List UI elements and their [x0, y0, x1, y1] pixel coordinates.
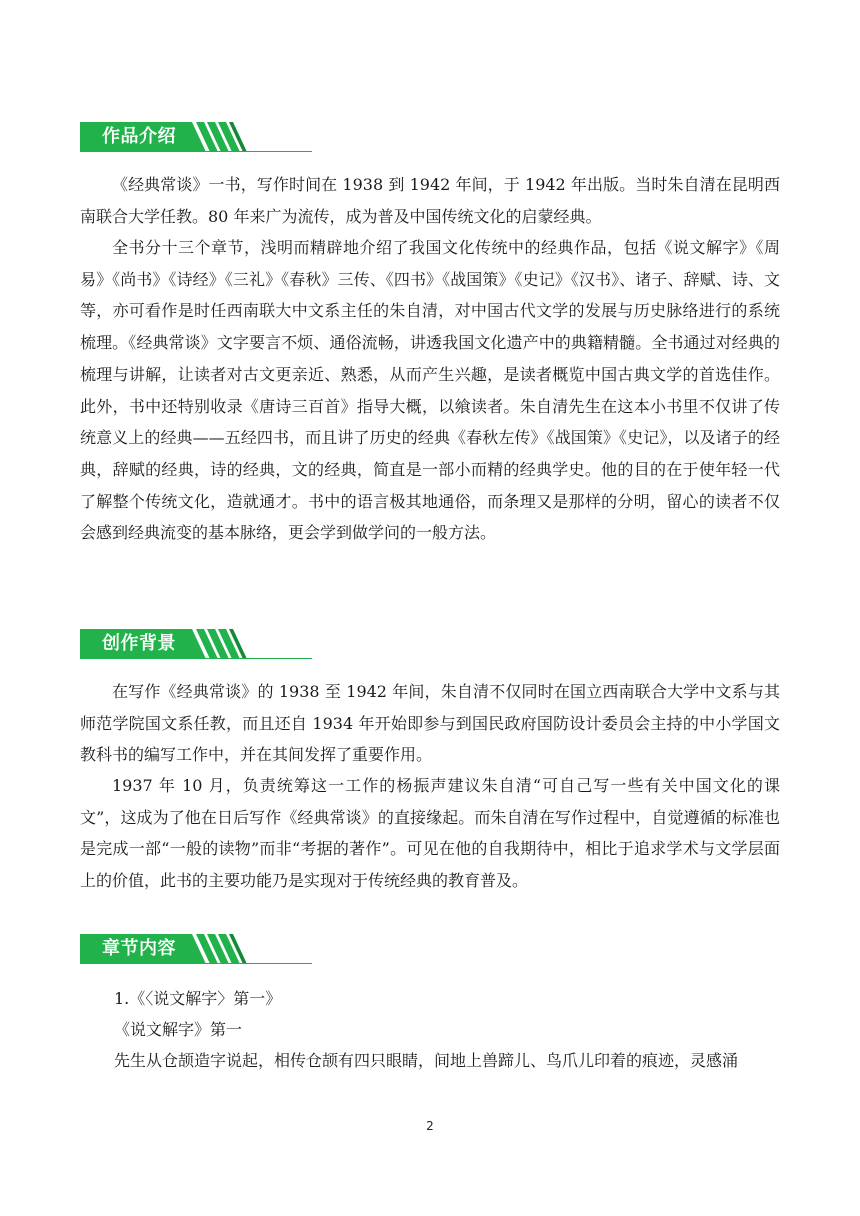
chapter-subtitle: 《说文解字》第一 [114, 1020, 243, 1039]
section-title: 创作背景 [102, 633, 176, 654]
section-header-chapters [80, 934, 312, 964]
intro-paragraph-2: 全书分十三个章节，浅明而精辟地介绍了我国文化传统中的经典作品，包括《说文解字》《周易》《尚书》《诗经》《三礼》《春秋》三传、《四书》《战国策》《史记》《汉书》、诸子、辞赋、诗、文等，亦可看作是时任西南联大中文系主任的朱自清，对中国古代文学的发展与历史脉络进行的系统梳理。《经典常谈》文字要言不烦、通俗流畅，讲透我国文化遗产中的典籍精髓。全书通过对经典的梳理与讲解，让读者对古文更亲近、熟悉，从而产生兴趣，是读者概览中国古典文学的首选佳作。此外，书中还特别收录《唐诗三百首》指导大概，以飨读者。朱自清先生在这本小书里不仅讲了传统意义上的经典——五经四书，而且讲了历史的经典《春秋左传》《战国策》《史记》，以及诸子的经典，辞赋的经典，诗的经典，文的经典，简直是一部小而精的经典学史。他的目的在于使年轻一代了解整个传统文化，造就通才。书中的语言极其地通俗，而条理又是那样的分明，留心的读者不仅会感到经典流变的基本脉络，更会学到做学问的一般方法。 [80, 238, 780, 543]
section-title: 作品介绍 [102, 126, 176, 147]
chapter-heading: 1.《〈说文解字〉第一》 [114, 989, 282, 1008]
page-number: 2 [426, 1119, 434, 1133]
section-header-background [80, 629, 312, 659]
background-paragraph-2: 1937 年 10 月，负责统筹这一工作的杨振声建议朱自清“可自己写一些有关中国文化的课文”，这成为了他在日后写作《经典常谈》的直接缘起。而朱自清在写作过程中，自觉遵循的标准也是完成一部“一般的读物”而非“考据的著作”。可见在他的自我期待中，相比于追求学术与文学层面上的价值，此书的主要功能乃是实现对于传统经典的教育普及。 [80, 776, 780, 891]
section-header-intro [80, 122, 312, 152]
background-paragraph-1: 在写作《经典常谈》的 1938 至 1942 年间，朱自清不仅同时在国立西南联合大学中文系与其师范学院国文系任教，而且还自 1934 年开始即参与到国民政府国防设计委员会主持的中小学国文教科书的编写工作中，并在其间发挥了重要作用。 [80, 682, 780, 765]
intro-paragraph-1: 《经典常谈》一书，写作时间在 1938 到 1942 年间，于 1942 年出版。当时朱自清在昆明西南联合大学任教。80 年来广为流传，成为普及中国传统文化的启蒙经典。 [80, 175, 780, 226]
chapter-body-line: 先生从仓颉造字说起，相传仓颉有四只眼睛，间地上兽蹄儿、鸟爪儿印着的痕迹，灵感涌 [114, 1051, 739, 1070]
section-title: 章节内容 [102, 938, 176, 959]
